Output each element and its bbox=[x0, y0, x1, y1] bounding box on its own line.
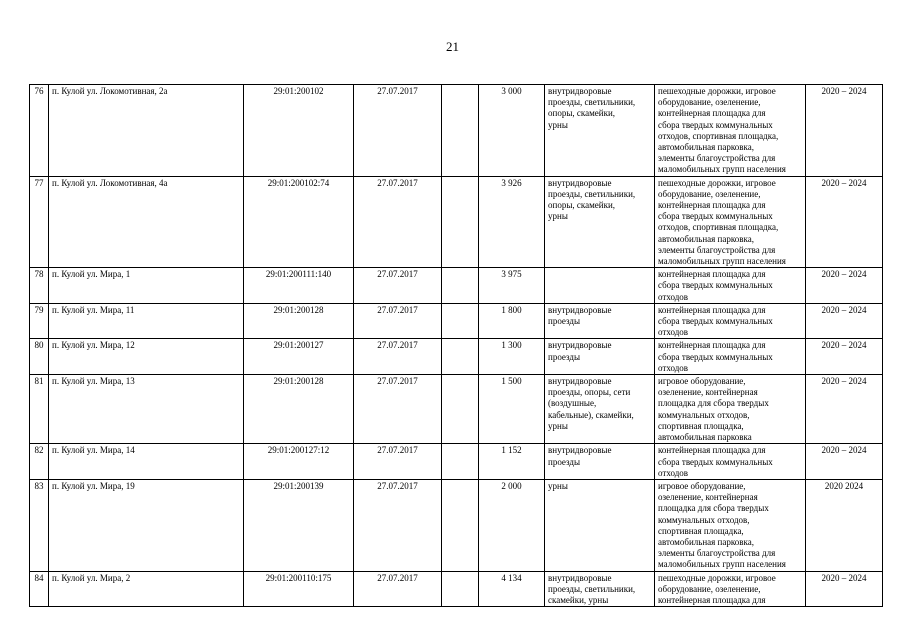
yard-territories-table bbox=[29, 84, 883, 607]
address-cell: п. Кулой ул. Мира, 1 bbox=[49, 268, 244, 304]
row-number: 80 bbox=[30, 339, 49, 375]
empty-cell bbox=[442, 176, 479, 268]
address-cell: п. Кулой ул. Мира, 14 bbox=[49, 444, 244, 480]
date-cell: 27.07.2017 bbox=[354, 375, 442, 444]
planned-improvements-cell: контейнерная площадка для сбора твердых коммунальных отходов bbox=[655, 303, 806, 339]
empty-cell bbox=[442, 479, 479, 571]
table-row bbox=[30, 444, 883, 480]
row-number: 82 bbox=[30, 444, 49, 480]
cadastral-number-cell: 29:01:200127 bbox=[244, 339, 354, 375]
period-cell: 2020 2024 bbox=[806, 479, 883, 571]
date-cell: 27.07.2017 bbox=[354, 444, 442, 480]
area-cell: 2 000 bbox=[479, 479, 545, 571]
area-cell: 1 800 bbox=[479, 303, 545, 339]
row-number: 77 bbox=[30, 176, 49, 268]
cadastral-number-cell: 29:01:200111:140 bbox=[244, 268, 354, 304]
area-cell: 3 975 bbox=[479, 268, 545, 304]
address-cell: п. Кулой ул. Мира, 2 bbox=[49, 571, 244, 607]
empty-cell bbox=[442, 85, 479, 177]
planned-improvements-cell: контейнерная площадка для сбора твердых коммунальных отходов bbox=[655, 268, 806, 304]
period-cell: 2020 – 2024 bbox=[806, 85, 883, 177]
planned-improvements-cell: игровое оборудование, озеленение, контейнерная площадка для сбора твердых коммунальных отходов, спортивная площадка, автомобильная парковка bbox=[655, 375, 806, 444]
date-cell: 27.07.2017 bbox=[354, 479, 442, 571]
cadastral-number-cell: 29:01:200127:12 bbox=[244, 444, 354, 480]
address-cell: п. Кулой ул. Мира, 11 bbox=[49, 303, 244, 339]
area-cell: 3 000 bbox=[479, 85, 545, 177]
address-cell: п. Кулой ул. Мира, 13 bbox=[49, 375, 244, 444]
planned-improvements-cell: игровое оборудование, озеленение, контейнерная площадка для сбора твердых коммунальных отходов, спортивная площадка, автомобильная парковка, элементы благоустройства для маломобильных групп населения bbox=[655, 479, 806, 571]
row-number: 84 bbox=[30, 571, 49, 607]
period-cell: 2020 – 2024 bbox=[806, 444, 883, 480]
page-number: 21 bbox=[446, 39, 459, 54]
cadastral-number-cell: 29:01:200139 bbox=[244, 479, 354, 571]
row-number: 79 bbox=[30, 303, 49, 339]
area-cell: 1 500 bbox=[479, 375, 545, 444]
table-row bbox=[30, 85, 883, 177]
row-number: 78 bbox=[30, 268, 49, 304]
area-cell: 4 134 bbox=[479, 571, 545, 607]
existing-improvements-cell: внутридворовые проезды bbox=[545, 303, 655, 339]
area-cell: 3 926 bbox=[479, 176, 545, 268]
date-cell: 27.07.2017 bbox=[354, 176, 442, 268]
period-cell: 2020 – 2024 bbox=[806, 339, 883, 375]
period-cell: 2020 – 2024 bbox=[806, 375, 883, 444]
existing-improvements-cell: внутридворовые проезды bbox=[545, 444, 655, 480]
area-cell: 1 300 bbox=[479, 339, 545, 375]
table-row bbox=[30, 339, 883, 375]
date-cell: 27.07.2017 bbox=[354, 571, 442, 607]
existing-improvements-cell: внутридворовые проезды, светильники, опоры, скамейки, урны bbox=[545, 85, 655, 177]
date-cell: 27.07.2017 bbox=[354, 85, 442, 177]
planned-improvements-cell: пешеходные дорожки, игровое оборудование, озеленение, контейнерная площадка для сбора твердых коммунальных отходов, спортивная площадка, автомобильная парковка, элементы благоустройства для маломобильных групп населения bbox=[655, 176, 806, 268]
row-number: 81 bbox=[30, 375, 49, 444]
period-cell: 2020 – 2024 bbox=[806, 176, 883, 268]
planned-improvements-cell: пешеходные дорожки, игровое оборудование, озеленение, контейнерная площадка для bbox=[655, 571, 806, 607]
empty-cell bbox=[442, 339, 479, 375]
cadastral-number-cell: 29:01:200110:175 bbox=[244, 571, 354, 607]
period-cell: 2020 – 2024 bbox=[806, 571, 883, 607]
cadastral-number-cell: 29:01:200102 bbox=[244, 85, 354, 177]
existing-improvements-cell: внутридворовые проезды bbox=[545, 339, 655, 375]
existing-improvements-cell: внутридворовые проезды, опоры, сети (воздушные, кабельные), скамейки, урны bbox=[545, 375, 655, 444]
row-number: 83 bbox=[30, 479, 49, 571]
period-cell: 2020 – 2024 bbox=[806, 268, 883, 304]
table-row bbox=[30, 571, 883, 607]
existing-improvements-cell: урны bbox=[545, 479, 655, 571]
period-cell: 2020 – 2024 bbox=[806, 303, 883, 339]
cadastral-number-cell: 29:01:200128 bbox=[244, 375, 354, 444]
table-row bbox=[30, 268, 883, 304]
table-row bbox=[30, 375, 883, 444]
planned-improvements-cell: контейнерная площадка для сбора твердых коммунальных отходов bbox=[655, 444, 806, 480]
table-row bbox=[30, 479, 883, 571]
planned-improvements-cell: пешеходные дорожки, игровое оборудование, озеленение, контейнерная площадка для сбора твердых коммунальных отходов, спортивная площадка, автомобильная парковка, элементы благоустройства для маломобильных групп населения bbox=[655, 85, 806, 177]
address-cell: п. Кулой ул. Мира, 19 bbox=[49, 479, 244, 571]
date-cell: 27.07.2017 bbox=[354, 339, 442, 375]
address-cell: п. Кулой ул. Мира, 12 bbox=[49, 339, 244, 375]
row-number: 76 bbox=[30, 85, 49, 177]
cadastral-number-cell: 29:01:200128 bbox=[244, 303, 354, 339]
empty-cell bbox=[442, 303, 479, 339]
empty-cell bbox=[442, 268, 479, 304]
cadastral-number-cell: 29:01:200102:74 bbox=[244, 176, 354, 268]
empty-cell bbox=[442, 444, 479, 480]
table-row bbox=[30, 303, 883, 339]
table-row bbox=[30, 176, 883, 268]
date-cell: 27.07.2017 bbox=[354, 268, 442, 304]
address-cell: п. Кулой ул. Локомотивная, 4а bbox=[49, 176, 244, 268]
table-body bbox=[30, 85, 883, 607]
address-cell: п. Кулой ул. Локомотивная, 2а bbox=[49, 85, 244, 177]
existing-improvements-cell: внутридворовые проезды, светильники, скамейки, урны bbox=[545, 571, 655, 607]
empty-cell bbox=[442, 571, 479, 607]
existing-improvements-cell: внутридворовые проезды, светильники, опоры, скамейки, урны bbox=[545, 176, 655, 268]
empty-cell bbox=[442, 375, 479, 444]
area-cell: 1 152 bbox=[479, 444, 545, 480]
planned-improvements-cell: контейнерная площадка для сбора твердых коммунальных отходов bbox=[655, 339, 806, 375]
existing-improvements-cell bbox=[545, 268, 655, 304]
date-cell: 27.07.2017 bbox=[354, 303, 442, 339]
